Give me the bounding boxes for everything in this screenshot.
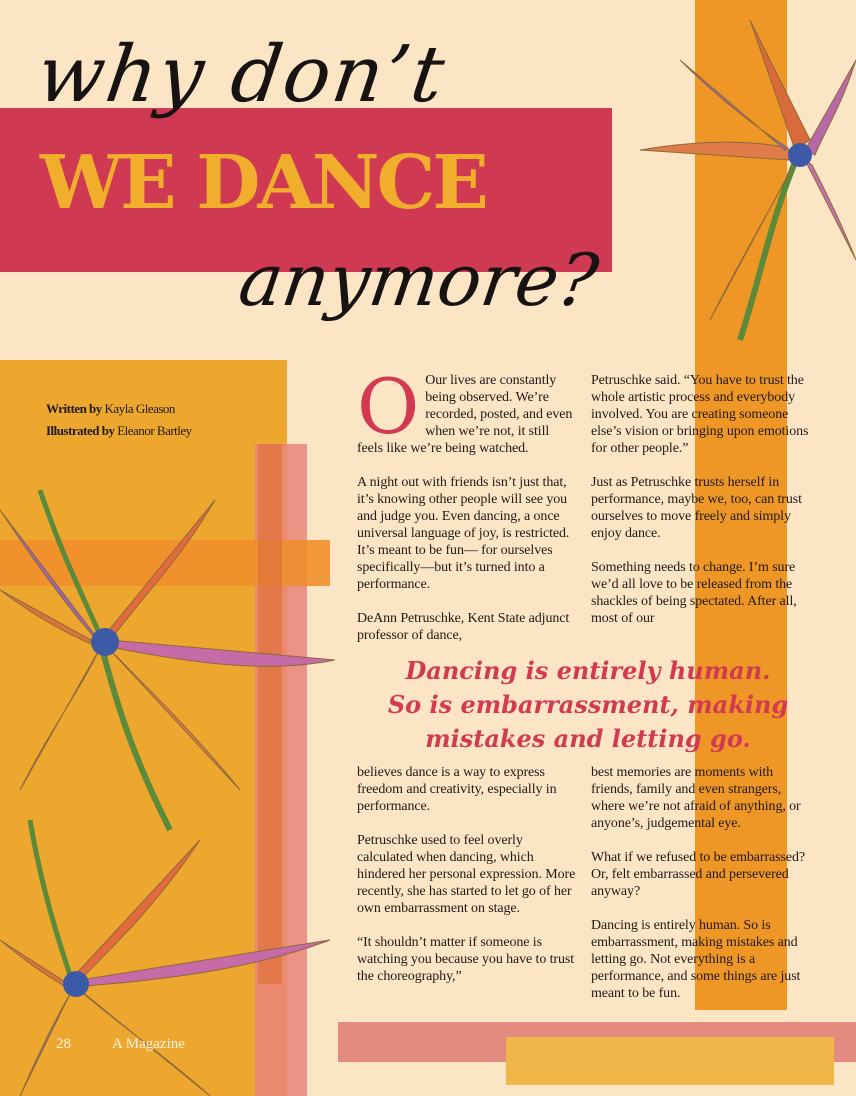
pull-quote-line: mistakes and letting go. [425,724,751,753]
article-paragraph: Dancing is entirely human. So is embarrassment, making mistakes and letting go. Not everything is a performance, and some things are just meant to be fun. [591,918,801,1001]
article-paragraph: Just as Petruschke trusts herself in performance, maybe we, too, can trust ourselves to move freely and simply enjoy dance. [591,475,802,541]
drop-cap: O [357,362,420,451]
magazine-name: A Magazine [112,1036,185,1052]
paragraph-text: Our lives are constantly being observed. We’re recorded, posted, and even when we’re not, it still feels like we’re being watched. [357,373,573,456]
article-column-2-bottom [591,764,817,1019]
article-paragraph: What if we refused to be embarrassed? Or, felt embarrassed and persevered anyway? [591,850,805,899]
title-main-heading: WE DANCE [40,140,486,226]
pull-quote-line: Dancing is entirely human. [405,656,771,685]
author-credit [46,398,192,420]
article-column-1-bottom [357,764,577,1002]
lily-flower-illustration-middle [0,470,340,830]
page-number: 28 [56,1036,71,1052]
author-name: Kayla Gleason [104,401,175,416]
pull-quote [360,654,816,756]
article-paragraph: believes dance is a way to express freedom and creativity, especially in performance. [357,765,557,814]
pull-quote-line: So is embarrassment, making [387,690,789,719]
illustrated-by-label: Illustrated by [46,423,115,438]
article-paragraph [357,362,575,457]
byline [46,398,192,442]
bottom-yellow-bar-decoration [506,1037,834,1085]
article-paragraph: “It shouldn’t matter if someone is watching you because you have to trust the choreography,” [357,935,575,984]
title-script-line3: anymore? [234,238,604,322]
article-column-2-top [591,372,817,644]
article-paragraph: best memories are moments with friends, family and even strangers, where we’re not afraid of anything, or anyone’s, judgemental eye. [591,765,801,831]
lily-flower-illustration-top [620,0,856,340]
article-column-1-top [357,362,575,661]
illustrator-name: Eleanor Bartley [117,423,192,438]
illustrator-credit [46,420,192,442]
article-paragraph: Something needs to change. I’m sure we’d all love to be released from the shackles of being spectated. After all, most of our [591,560,797,626]
title-script-line1: why don’t [31,30,452,120]
article-paragraph: DeAnn Petruschke, Kent State adjunct professor of dance, [357,611,570,643]
article-paragraph: A night out with friends isn’t just that, it’s knowing other people will see you and judge you. Even dancing, a once universal language of joy, is restricted. It’s meant to be fun— for ourselves specifically—but it’s turned into a performance. [357,475,570,592]
written-by-label: Written by [46,401,102,416]
article-paragraph: Petruschke used to feel overly calculated when dancing, which hindered her personal expression. More recently, she has started to let go of her own embarrassment on stage. [357,833,576,916]
article-paragraph: Petruschke said. “You have to trust the whole artistic process and everybody involved. You are creating someone else’s vision or bringing upon emotions for other people.” [591,373,809,456]
